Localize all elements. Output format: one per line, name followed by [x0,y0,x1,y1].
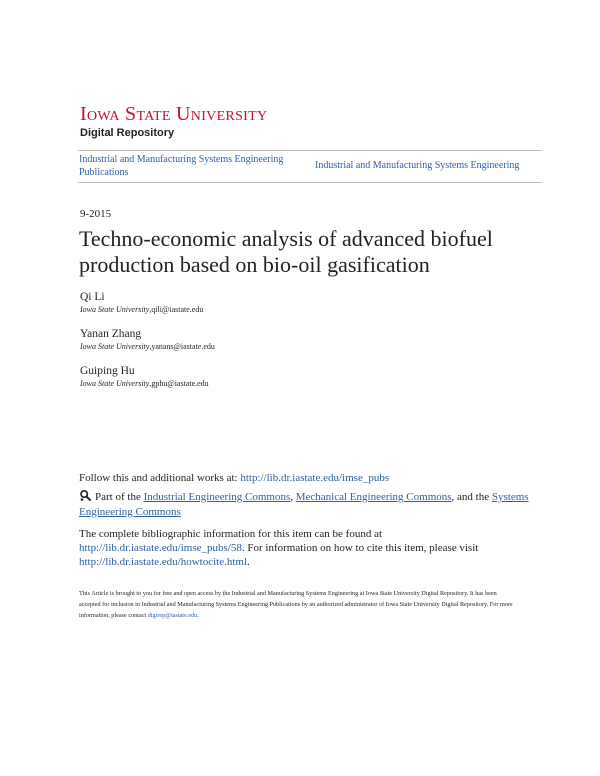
item-link[interactable]: http://lib.dr.iastate.edu/imse_pubs/58 [79,542,242,554]
separator: , and the [451,491,492,503]
follow-line [79,472,539,485]
author-name: Qi Li [80,291,105,303]
systems-engineering-commons-link[interactable]: Systems Engineering Commons [79,491,529,518]
author-affiliation: Iowa State University,gphu@iastate.edu [80,379,209,388]
citation-suffix: . [247,556,250,568]
citation-info [79,527,524,569]
collection-publications-link[interactable]: Industrial and Manufacturing Systems Engineering Publications [79,154,284,178]
contact-email-link[interactable]: digirep@iastate.edu [147,612,198,619]
author-email[interactable]: yanans@iastate.edu [151,342,215,351]
follow-prefix: Follow this and additional works at: [79,472,241,484]
isu-logo[interactable] [80,104,267,139]
author-email[interactable]: qili@iastate.edu [151,305,204,314]
logo-title: Iowa State University [80,103,268,125]
author-email[interactable]: gphu@iastate.edu [151,379,209,388]
author-institution: Iowa State University [80,379,150,388]
author-affiliation: Iowa State University,qili@iastate.edu [80,305,204,314]
author-block [80,327,215,352]
author-institution: Iowa State University [80,305,150,314]
citation-prefix: The complete bibliographic information for this item can be found at [79,528,383,540]
author-name: Guiping Hu [80,365,135,377]
part-of-prefix: Part of the [95,491,144,503]
mechanical-engineering-commons-link[interactable]: Mechanical Engineering Commons [295,491,452,503]
industrial-engineering-commons-link[interactable]: Industrial Engineering Commons [143,491,291,503]
part-of-line [79,489,529,519]
repository-notice [79,588,519,621]
author-block [80,290,203,315]
logo-subtitle: Digital Repository [80,127,175,139]
author-block [80,364,209,389]
collection-table [78,150,542,183]
follow-link[interactable]: http://lib.dr.iastate.edu/imse_pubs [240,472,390,484]
article-title: Techno-economic analysis of advanced biofuel production based on bio-oil gasification [79,226,493,277]
citation-mid: . For information on how to cite this item, please visit [241,542,479,554]
author-name: Yanan Zhang [80,328,142,340]
separator: , [290,491,296,503]
author-institution: Iowa State University [80,342,150,351]
howtocite-link[interactable]: http://lib.dr.iastate.edu/howtocite.html [79,556,248,568]
author-affiliation: Iowa State University,yanans@iastate.edu [80,342,215,351]
commons-network-icon [79,489,92,506]
publication-date: 9-2015 [80,208,112,220]
notice-text: This Article is brought to you for free and open access by the Industrial and Manufacturing Systems Engineering at Iowa State University Digital Repository. It has been accepted for inclusion in Industrial and Manufacturing Systems Engineering Publications by an authorized administrator of Iowa State University Digital Repository. For more information, please contact [79,590,513,619]
collection-department-link[interactable]: Industrial and Manufacturing Systems Engineering [315,160,520,171]
notice-suffix: . [197,612,199,619]
